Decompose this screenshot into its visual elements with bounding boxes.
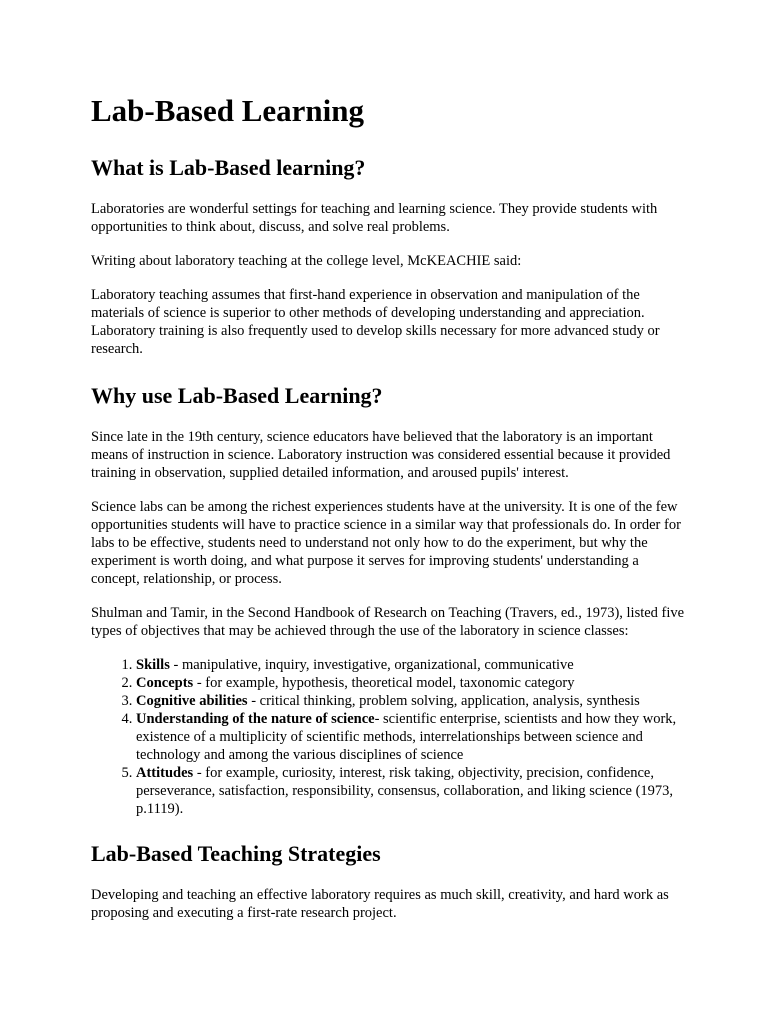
- list-item: [136, 764, 691, 818]
- paragraph: Shulman and Tamir, in the Second Handbook of Research on Teaching (Travers, ed., 1973), listed five types of objectives that may be achieved through the use of the laboratory in science classes:: [91, 605, 685, 639]
- list-item: [136, 674, 691, 692]
- paragraph: Writing about laboratory teaching at the college level, McKEACHIE said:: [91, 253, 522, 269]
- paragraph: Science labs can be among the richest experiences students have at the university. It is one of the few opportunities students will have to practice science in a similar way that professionals do. In order for labs to be effective, students need to understand not only how to do the experiment, but why the experiment is worth doing, and what purpose it serves for improving students' understanding a concept, relationship, or process.: [91, 499, 681, 587]
- paragraph: Developing and teaching an effective laboratory requires as much skill, creativity, and hard work as proposing and executing a first-rate research project.: [91, 887, 669, 921]
- list-item-desc: - for example, curiosity, interest, risk taking, objectivity, precision, confidence, perseverance, satisfaction, responsibility, consensus, collaboration, and liking science (1973, p.1119).: [136, 765, 674, 817]
- objectives-list: [91, 656, 691, 818]
- list-item: [136, 710, 691, 764]
- paragraph: Laboratories are wonderful settings for teaching and learning science. They provide students with opportunities to think about, discuss, and solve real problems.: [91, 201, 658, 235]
- list-item-desc: - for example, hypothesis, theoretical model, taxonomic category: [193, 675, 575, 691]
- paragraph: Since late in the 19th century, science educators have believed that the laboratory is an important means of instruction in science. Laboratory instruction was considered essential because it provided training in observation, supplied detailed information, and aroused pupils' interest.: [91, 429, 671, 481]
- list-item-term: Cognitive abilities: [136, 693, 248, 709]
- list-item-desc: - scientific enterprise, scientists and how they work, existence of a multiplicity of scientific methods, interrelationships between science and technology and among the various disciplines of science: [136, 711, 677, 763]
- page-title: Lab-Based Learning: [91, 93, 365, 128]
- list-item-term: Attitudes: [136, 765, 194, 781]
- quote-paragraph: Laboratory teaching assumes that first-hand experience in observation and manipulation of the materials of science is superior to other methods of developing understanding and appreciation. Laboratory training is also frequently used to develop skills necessary for more advanced study or research.: [91, 287, 660, 357]
- list-item-term: Understanding of the nature of science: [136, 711, 375, 727]
- list-item-desc: - critical thinking, problem solving, application, analysis, synthesis: [247, 693, 640, 709]
- section-heading-strategies: Lab-Based Teaching Strategies: [91, 841, 381, 866]
- document-content: [91, 92, 691, 938]
- list-item: [136, 692, 691, 710]
- list-item-desc: - manipulative, inquiry, investigative, organizational, communicative: [169, 657, 574, 673]
- list-item-term: Skills: [136, 657, 170, 673]
- list-item: [136, 656, 691, 674]
- section-heading-why-use: Why use Lab-Based Learning?: [91, 383, 383, 408]
- section-heading-what-is: What is Lab-Based learning?: [91, 155, 366, 180]
- list-item-term: Concepts: [136, 675, 194, 691]
